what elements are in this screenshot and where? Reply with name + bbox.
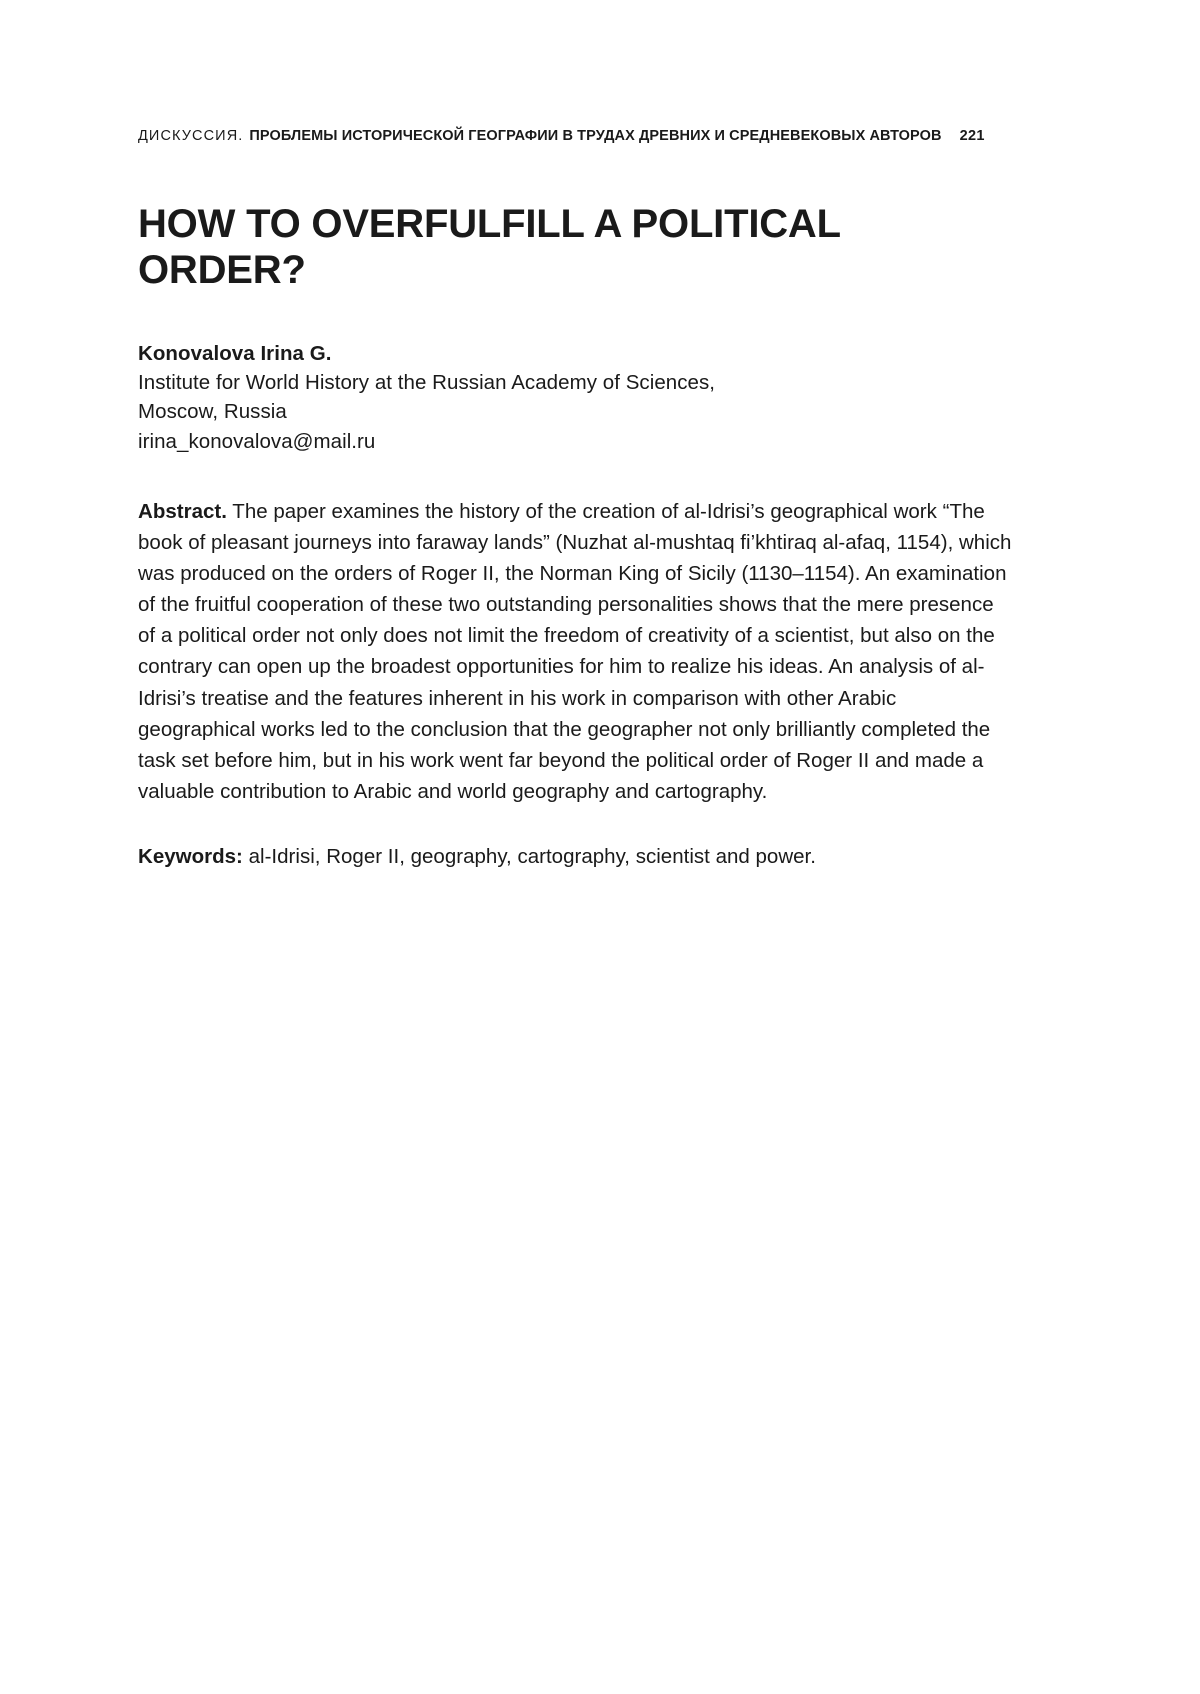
keywords-paragraph [138,841,1014,872]
keywords-text: al-Idrisi, Roger II, geography, cartography, scientist and power. [248,845,816,869]
author-email: irina_konovalova@mail.ru [138,429,376,453]
keywords-label: Keywords: [138,845,243,869]
page-title: HOW TO OVERFULFILL A POLITICAL ORDER? [138,202,841,292]
author-affiliation: Institute for World History at the Russian Academy of Sciences, [138,371,716,395]
author-location: Moscow, Russia [138,400,287,424]
abstract-text: The paper examines the history of the creation of al-Idrisi’s geographical work “The book of pleasant journeys into faraway lands” (Nuzhat al-mushtaq fi’khtiraq al-afaq, 1154), which was produced on the orders of Roger II, the Norman King of Sicily (1130–1154). An examination of the fruitful cooperation of these two outstanding personalities shows that the mere presence of a political order not only does not limit the freedom of creativity of a scientist, but also on the contrary can open up the broadest opportunities for him to realize his ideas. An analysis of al-Idrisi’s treatise and the features inherent in his work in comparison with other Arabic geographical works led to the conclusion that the geographer not only brilliantly completed the task set before him, but in his work went far beyond the political order of Roger II and made a valuable contribution to Arabic and world geography and cartography. [138,499,1012,804]
page-content [138,128,1014,872]
author-name: Konovalova Irina G. [138,342,332,366]
author-block [138,339,1014,455]
abstract-paragraph [138,496,1014,808]
running-head [138,128,1014,144]
running-head-title: ПРОБЛЕМЫ ИСТОРИЧЕСКОЙ ГЕОГРАФИИ В ТРУДАХ ДРЕВНИХ И СРЕДНЕВЕКОВЫХ АВТОРОВ [249,128,942,144]
page-number: 221 [959,128,985,144]
running-head-section: ДИСКУССИЯ. [138,128,244,144]
abstract-label: Abstract. [138,499,227,523]
